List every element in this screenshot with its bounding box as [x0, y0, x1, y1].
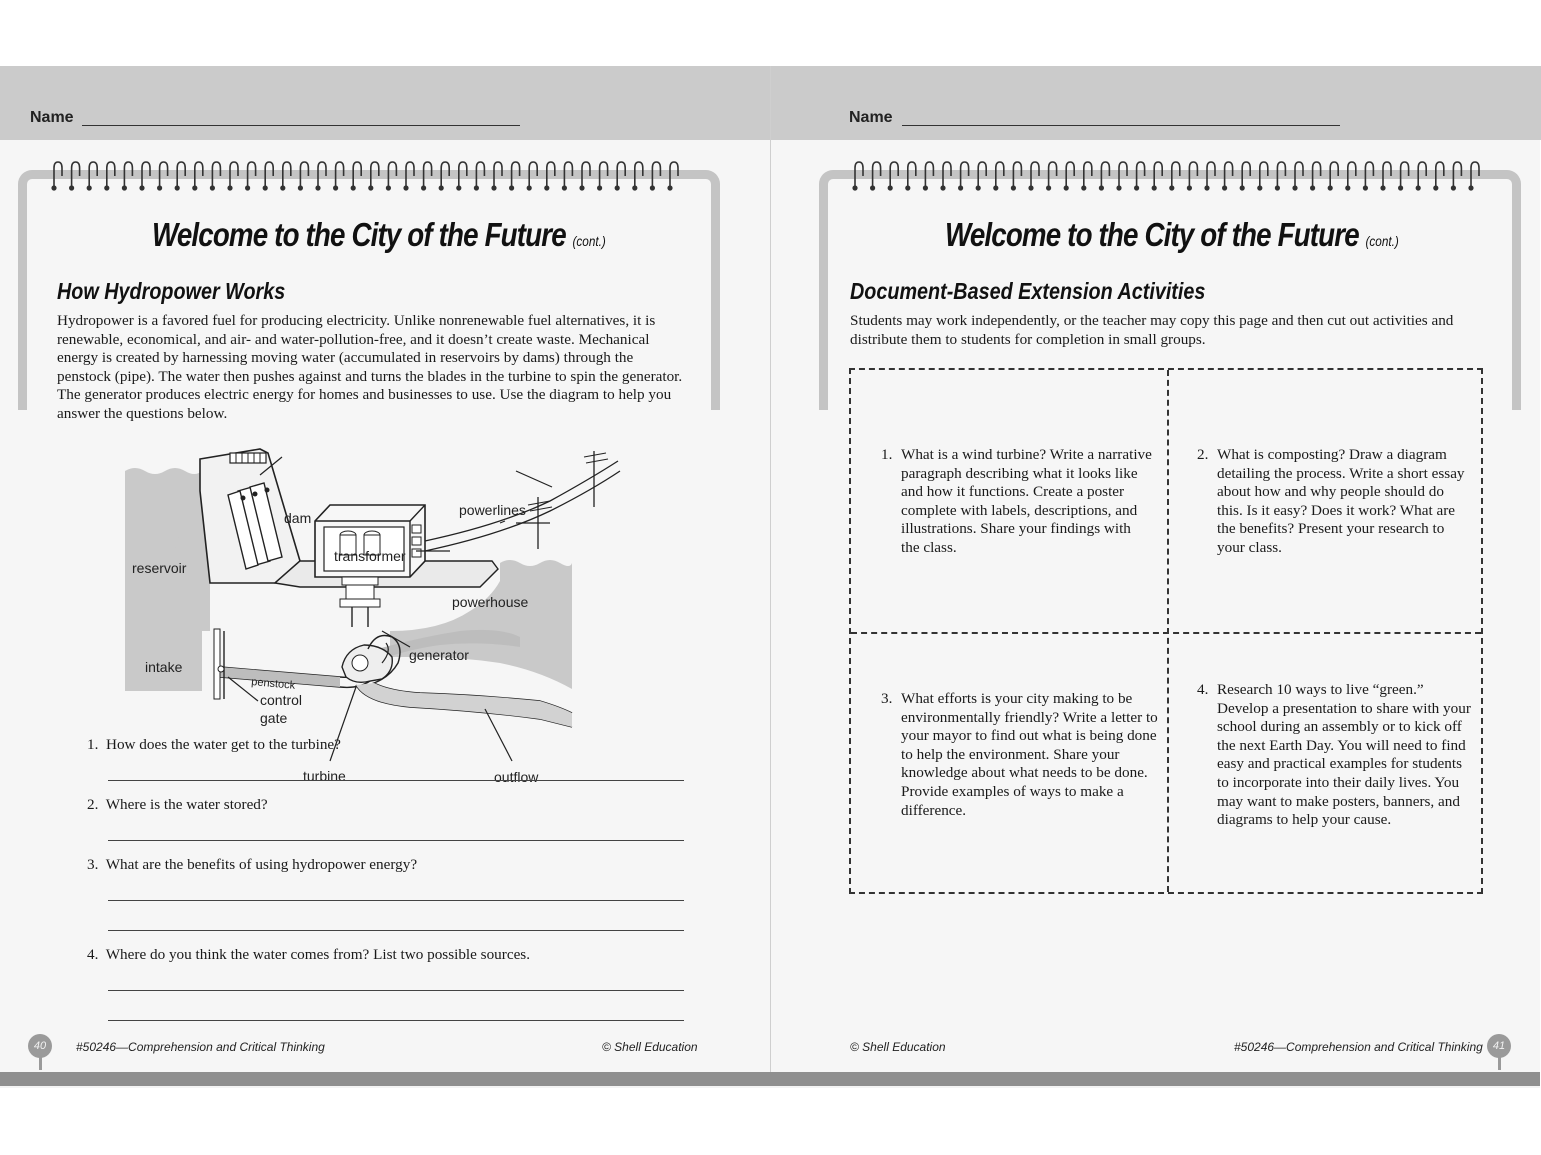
name-bar: [0, 66, 770, 140]
answer-line[interactable]: [108, 840, 684, 841]
answer-line[interactable]: [108, 1020, 684, 1021]
activity-text: Research 10 ways to live “green.” Develop a presentation to share with your school during an assembly or to kick off the next Earth Day. You will need to find easy and practical examples for students to incorporate into their daily lives. You may want to make posters, banners, and diagrams to help your cause.: [1217, 681, 1471, 829]
question-3: [87, 856, 417, 874]
label-powerlines: powerlines: [459, 502, 526, 518]
activity-text: What efforts is your city making to be environmentally friendly? Write a letter to your mayor to find out what is being done to help the environment. Share your knowledge about what needs to be done. Provide examples of ways to make a difference.: [901, 690, 1158, 819]
dashed-divider: [1167, 370, 1169, 892]
page-number: 40: [28, 1034, 52, 1058]
label-gate: gate: [260, 710, 288, 726]
activity-number: 1.: [881, 446, 893, 463]
answer-line[interactable]: [108, 780, 684, 781]
page-number: 41: [1487, 1034, 1511, 1058]
label-dam: dam: [284, 510, 312, 526]
question-text: What are the benefits of using hydropower energy?: [105, 856, 418, 873]
activity-number: 4.: [1197, 681, 1209, 698]
question-1: [87, 736, 341, 754]
activity-card-4: [1197, 681, 1477, 830]
page-number-stem: [1498, 1056, 1501, 1070]
section-heading: Document-Based Extension Activities: [850, 278, 1206, 304]
question-4: [87, 946, 530, 964]
label-powerhouse: powerhouse: [452, 594, 529, 610]
title-text: Welcome to the City of the Future: [945, 216, 1359, 253]
footer-right: © Shell Education: [602, 1040, 698, 1054]
activity-card-2: [1197, 446, 1473, 558]
intro-paragraph: Hydropower is a favored fuel for producing electricity. Unlike nonrenewable fuel alternatives, it is renewable, economical, and air- and water-pollution-free, and it doesn’t create waste. Mechanical energy is created by harnessing moving water (accumulated in reservoirs by dams) through the penstock (pipe). The water then pushes against and turns the blades in the turbine to spin the generator. The generator produces electric energy for homes and businesses to use. Use the diagram to help you answer the questions below.: [57, 312, 683, 422]
name-line: [902, 125, 1340, 126]
label-control: control: [260, 692, 303, 708]
activity-number: 2.: [1197, 446, 1209, 463]
title-text: Welcome to the City of the Future: [152, 216, 566, 253]
name-label: Name: [30, 109, 74, 126]
spiral-rings-icon: [48, 160, 688, 194]
page-title: [945, 216, 1399, 254]
dashed-divider: [851, 632, 1481, 634]
label-turbine: turbine: [303, 768, 346, 784]
activity-number: 3.: [881, 690, 893, 707]
spiral-rings-icon: [849, 160, 1489, 194]
name-line: [82, 125, 520, 126]
label-reservoir: reservoir: [132, 560, 187, 576]
label-generator: generator: [409, 647, 469, 663]
name-label: Name: [849, 109, 893, 126]
activity-card-3: [881, 690, 1159, 820]
page-number-stem: [39, 1056, 42, 1070]
footer-left: #50246—Comprehension and Critical Thinking: [76, 1040, 325, 1054]
question-number: 2.: [87, 796, 99, 813]
question-number: 3.: [87, 856, 99, 873]
section-heading: How Hydropower Works: [57, 278, 286, 304]
book-bottom-edge: [0, 1072, 1540, 1086]
left-page: [0, 66, 770, 1074]
label-penstock: penstock: [250, 676, 296, 692]
activities-grid: [849, 368, 1483, 894]
activity-text: What is composting? Draw a diagram detailing the process. Write a short essay about how and why people should do this. Is it easy? Does it work? What are the benefits? Present your research to your class.: [1217, 446, 1465, 556]
label-intake: intake: [145, 659, 183, 675]
question-text: Where is the water stored?: [105, 796, 268, 813]
title-suffix: (cont.): [572, 233, 606, 249]
label-outflow: outflow: [494, 769, 539, 785]
title-suffix: (cont.): [1365, 233, 1399, 249]
question-number: 4.: [87, 946, 99, 963]
intro-paragraph: Students may work independently, or the teacher may copy this page and then cut out activities and distribute them to students for completion in small groups.: [850, 312, 1454, 348]
label-transformer: transformer: [334, 548, 406, 564]
answer-line[interactable]: [108, 900, 684, 901]
name-bar: [771, 66, 1541, 140]
answer-line[interactable]: [108, 990, 684, 991]
question-text: How does the water get to the turbine?: [105, 736, 341, 753]
activity-card-1: [881, 446, 1153, 558]
answer-line[interactable]: [108, 930, 684, 931]
question-text: Where do you think the water comes from? List two possible sources.: [105, 946, 531, 963]
question-number: 1.: [87, 736, 99, 753]
footer-right: #50246—Comprehension and Critical Thinking: [1234, 1040, 1483, 1054]
activity-text: What is a wind turbine? Write a narrative paragraph describing what it looks like and how it functions. Create a poster complete with labels, descriptions, and illustrations. Share your findings with the class.: [901, 446, 1152, 556]
page-title: [152, 216, 606, 254]
book-spread: [0, 66, 1540, 1088]
footer-left: © Shell Education: [850, 1040, 946, 1054]
question-2: [87, 796, 268, 814]
